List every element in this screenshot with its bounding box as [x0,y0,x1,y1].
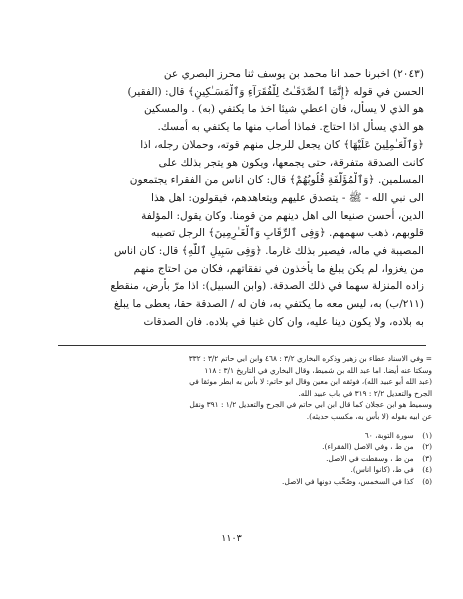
footnote-4 [92,464,432,476]
page-number: ١١٠٣ [221,533,242,544]
footnote-5 [92,476,432,488]
text-line-3: هو الذي لا يسأل، فان اعطي شيئا اخذ ما يكتفي (به) . والمسكين [143,103,424,116]
footnote-text: من ط ، وسقطت في الاصل. [326,453,414,463]
main-text-block [52,66,424,332]
text-line-15: به بلاده، ولا يكون دينا عليه، وان كان غنيا في بلاده. فان الصدقات [143,315,424,328]
footnote-2 [92,441,432,453]
text-line-13: زاده المنزلة سهما في ذلك الصدقة. (وابن السبيل): اذا مرّ بأرض، منقطع [110,280,424,293]
text-line-4: هو الذي يسأل اذا احتاج. فماذا أصاب منها ما يكتفي به أمسك. [157,121,424,134]
footnote-text: في ط، (كانوا اناس). [350,465,414,475]
footnote-continuation-line: الجرح والتعديل ٢/٢ : ٣١٩ في باب عبيد الله. [298,388,432,398]
text-line-11: المصيبة في ماله، فيصير بذلك غارما. ﴿وَفِى سَبِيلِ ٱللَّهِ﴾ قال: كان اناس [113,245,424,258]
footnote-text: من ط ، وفي الاصل (الفقراء). [322,442,414,452]
footnotes-block [92,353,432,488]
footnote-continuation-line: عن ابيه بقوله (لا بأس به، مكسب حديثه). [306,411,432,421]
footnote-continuation-line: وسكتا عنه أيضا. اما عبد الله بن شميط، وقال البخاري في التاريخ ٣/١ : ١١٨ [204,365,432,375]
footnote-marker: (٣) [422,453,432,463]
footnote-marker: (٤) [422,465,432,475]
footnote-marker: (٥) [422,476,432,486]
footnote-marker: (١) [422,430,432,440]
footnote-1 [92,430,432,442]
footnote-marker: (٢) [422,442,432,452]
text-line-6: كانت الصدقة متفرقة، حتى يجمعها، ويكون هو يتجر بذلك على [158,156,424,169]
footnote-gap [92,423,432,430]
text-line-14: (٢١١/ب) به، ليس معه ما يكتفي به، فان له / الصدقة حقا، يعطى ما يبلغ [113,298,424,311]
footnote-continuation-line: (عبد الله أبو عبيد الله)، فوثقه ابن معين وقال ابو حاتم: لا بأس به ابطر موثقا في [189,377,432,387]
text-line-12: من يغزوا، لم يكن يبلغ ما يأخذون في نفقاتهم، فكان من احتاج منهم [133,262,424,275]
text-line-9: الدين، أحسن صنيعا الى اهل دينهم من قومنا. وكان يقول: المؤلفة [141,209,424,222]
footnote-text: كذا في السخمس، وصُحِّب دونها في الاصل. [282,476,414,486]
text-line-2: الحسن في قوله ﴿إِنَّمَا ٱلصَّدَقَـٰتُ لِلْفُقَرَآءِ وَٱلْمَسَـٰكِينِ﴾ قال: (الفقير) [127,85,424,98]
footnote-separator [58,345,426,346]
footnote-3 [92,453,432,465]
footnote-text: سورة التوبة، ٦٠ [364,430,414,440]
footnote-continuation-line: = وفي الاسناد عطاء بن زهير وذكره البخاري ٣/٢ : ٤٦٨ وابن ابي حاتم ٣/٢ : ٣٣٢ [188,354,432,363]
text-line-5: ﴿وَٱلْعَـٰمِلِينَ عَلَيْهَا﴾ كان يجعل للرجل منهم قوته، وحملان رجله، اذا [140,138,424,151]
text-line-10: قلوبهم، ذهب سهمهم. ﴿وَفِى ٱلرِّقَابِ وَٱلْغَـٰرِمِينَ﴾ الرجل تصيبه [150,227,424,240]
footnote-continuation-line: وسميط هو ابن عجلان كما قال ابن ابي حاتم في الجرح والتعديل ١/٢ : ٣٩١ ونقل [189,400,432,410]
text-line-1: (٢٠٤٣) اخبرنا حمد انا محمد بن يوسف ثنا محرز البصري عن [163,68,424,80]
text-line-8: الى نبي الله - ﷺ - يتصدق عليهم ويتعاهدهم، فيقولون: اهل هذا [151,191,424,204]
text-line-7: المسلمين. ﴿وَٱلْمُؤَلَّفَةِ قُلُوبُهُمْ﴾ قال: كان اناس من الفقراء يجتمعون [129,174,424,187]
